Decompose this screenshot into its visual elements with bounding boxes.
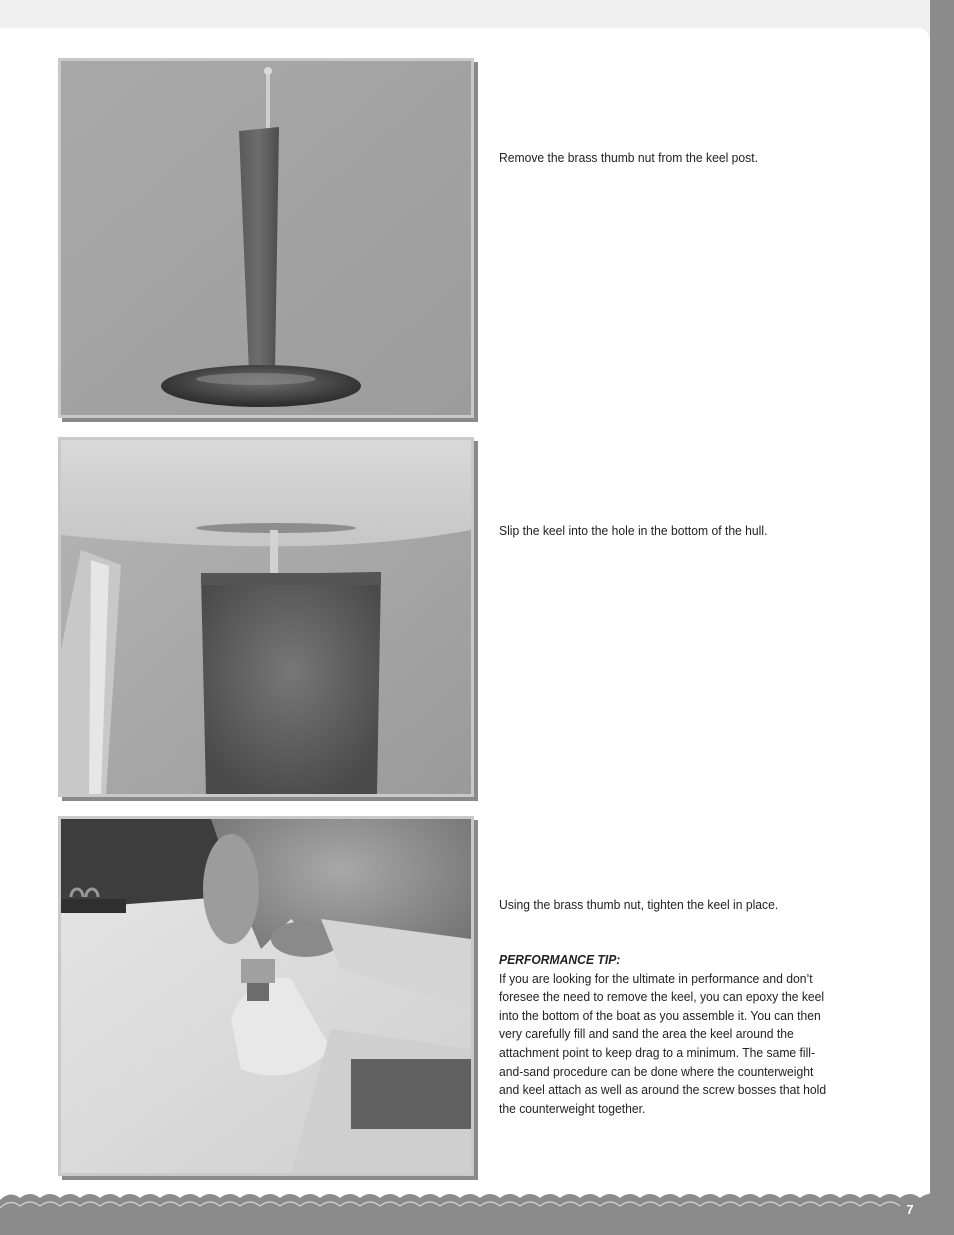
performance-tip	[499, 951, 830, 1118]
page-right-band	[930, 0, 954, 1235]
step-1-caption: Remove the brass thumb nut from the keel post.	[499, 150, 758, 165]
manual-page	[0, 28, 930, 1208]
thumb-nut-photo-image	[61, 819, 471, 1173]
page-number: 7	[906, 1202, 914, 1217]
performance-tip-body: If you are looking for the ultimate in performance and don’t foresee the need to remove the keel, you can epoxy the keel into the bottom of the boat as you assemble it. You can then very carefully fill and sand the area the keel around the attachment point to keep drag to a minimum. The same fill-and-sand procedure can be done where the counterweight and keel attach as well as around the screw bosses that hold the counterweight together.	[499, 970, 827, 1116]
keel-photo-image	[61, 61, 471, 415]
hull-keel-photo-image	[61, 440, 471, 794]
step-2-caption: Slip the keel into the hole in the bottom of the hull.	[499, 523, 768, 538]
wave-shape	[0, 1193, 954, 1235]
wave-footer-band	[0, 1188, 954, 1235]
page-top-band	[0, 0, 954, 30]
performance-tip-title: PERFORMANCE TIP:	[499, 952, 621, 967]
step-3-caption: Using the brass thumb nut, tighten the keel in place.	[499, 897, 779, 912]
